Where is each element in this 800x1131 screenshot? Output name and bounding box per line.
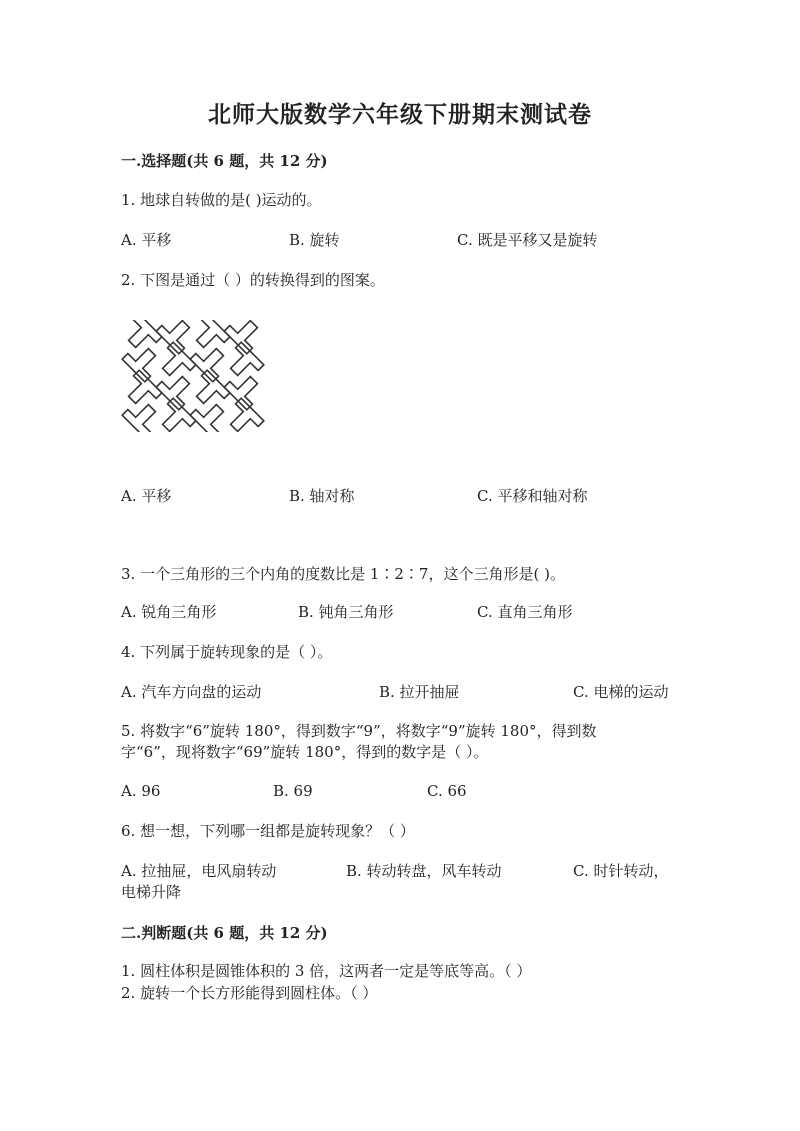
q3-option-b: B. 钝角三角形	[298, 603, 394, 621]
t-tile-shape	[122, 341, 163, 382]
q4-option-a: A. 汽车方向盘的运动	[121, 683, 262, 701]
question-4: 4. 下列属于旋转现象的是（ ）。	[121, 643, 333, 661]
q4-option-b: B. 拉开抽屉	[379, 683, 460, 701]
q6-option-a: A. 拉抽屉，电风扇转动	[121, 862, 277, 880]
judgment-question-2: 2. 旋转一个长方形能得到圆柱体。（ ）	[121, 984, 378, 1002]
t-tile-shape	[189, 370, 230, 411]
t-tile-shape	[224, 369, 265, 410]
q2-option-b: B. 轴对称	[289, 487, 355, 505]
page-title: 北师大版数学六年级下册期末测试卷	[208, 101, 592, 128]
q5-option-c: C. 66	[427, 782, 467, 800]
q3-option-a: A. 锐角三角形	[121, 603, 217, 621]
judgment-question-1: 1. 圆柱体积是圆锥体积的 3 倍，这两者一定是等底等高。（ ）	[121, 962, 532, 980]
t-tile-shape	[190, 397, 231, 432]
q5-option-a: A. 96	[121, 782, 161, 800]
section-header-choice: 一.选择题(共 6 题，共 12 分)	[121, 152, 328, 170]
t-tile-shape	[223, 398, 264, 432]
section-header-judgment: 二.判断题(共 6 题，共 12 分)	[121, 924, 328, 942]
q3-option-c: C. 直角三角形	[477, 603, 573, 621]
q1-option-c: C. 既是平移又是旋转	[457, 231, 598, 249]
q6-option-b: B. 转动转盘，风车转动	[346, 862, 502, 880]
t-tile-shape	[223, 342, 264, 383]
question-3: 3. 一个三角形的三个内角的度数比是 1∶2∶7，这个三角形是( )。	[121, 565, 565, 583]
question-2: 2. 下图是通过（ ）的转换得到的图案。	[121, 271, 385, 289]
interlocking-t-tiles-pattern-icon	[118, 320, 268, 432]
t-tile-shape	[189, 320, 230, 355]
t-tile-shape	[190, 341, 231, 382]
q1-option-b: B. 旋转	[289, 231, 340, 249]
question-1: 1. 地球自转做的是( )运动的。	[121, 191, 322, 209]
q5-option-b: B. 69	[273, 782, 313, 800]
question-6: 6. 想一想，下列哪一组都是旋转现象？（ ）	[121, 822, 415, 840]
question-5-line-1: 5. 将数字“6”旋转 180°，得到数字“9”，将数字“9”旋转 180°，得到数	[121, 722, 597, 740]
q2-option-c: C. 平移和轴对称	[477, 487, 588, 505]
t-tile-shape	[122, 397, 163, 432]
t-tile-shape	[224, 320, 265, 354]
q2-option-a: A. 平移	[121, 487, 172, 505]
q6-option-c-continued: 电梯升降	[121, 883, 182, 901]
question-5-line-2: 字“6”，现将数字“69”旋转 180°，得到的数字是（ ）。	[121, 743, 489, 761]
q1-option-a: A. 平移	[121, 231, 172, 249]
t-tile-shape	[121, 370, 162, 411]
t-tile-shape	[121, 320, 162, 355]
t-tile-shape	[156, 369, 197, 410]
t-tile-shape	[155, 342, 196, 383]
t-tile-shape	[156, 320, 197, 354]
q4-option-c: C. 电梯的运动	[573, 683, 669, 701]
q6-option-c: C. 时针转动，	[573, 862, 669, 880]
